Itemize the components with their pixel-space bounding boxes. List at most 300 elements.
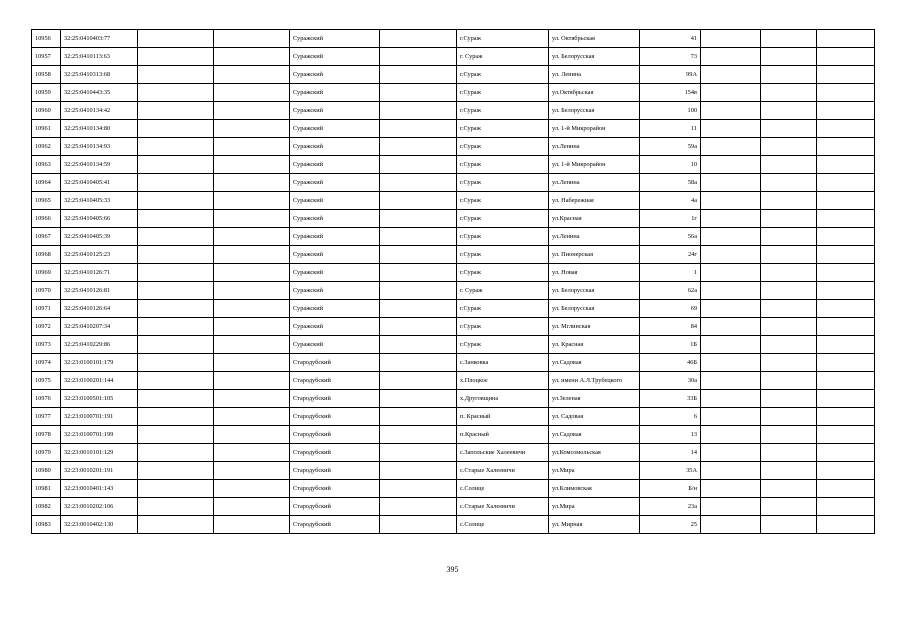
table-cell — [817, 462, 875, 480]
table-cell: 11 — [640, 120, 701, 138]
table-cell — [817, 444, 875, 462]
table-cell — [817, 48, 875, 66]
table-cell — [380, 498, 457, 516]
table-cell — [138, 480, 214, 498]
table-cell: 1г — [640, 210, 701, 228]
table-cell — [214, 354, 290, 372]
table-cell: Стародубский — [290, 426, 380, 444]
table-row — [32, 444, 875, 462]
table-cell: 10976 — [32, 390, 61, 408]
table-cell: 6 — [640, 408, 701, 426]
table-cell — [761, 318, 817, 336]
table-cell — [380, 120, 457, 138]
table-cell — [214, 408, 290, 426]
table-row — [32, 246, 875, 264]
table-cell: ул.Комсомольская — [549, 444, 640, 462]
table-cell — [138, 66, 214, 84]
table-cell — [214, 174, 290, 192]
table-cell — [701, 66, 761, 84]
table-cell — [817, 354, 875, 372]
table-cell — [138, 138, 214, 156]
table-cell: ул. Белорусская — [549, 102, 640, 120]
table-cell: 10970 — [32, 282, 61, 300]
table-cell — [701, 516, 761, 534]
table-cell — [214, 66, 290, 84]
table-row — [32, 102, 875, 120]
table-cell — [701, 318, 761, 336]
table-cell: г.Сураж — [457, 156, 549, 174]
table-cell: Б/н — [640, 480, 701, 498]
table-cell: 10971 — [32, 300, 61, 318]
table-cell: ул. имени А.Л.Трубецкого — [549, 372, 640, 390]
table-cell: 32:25:0410134:80 — [61, 120, 138, 138]
table-cell: 56а — [640, 228, 701, 246]
table-row — [32, 282, 875, 300]
table-cell — [817, 516, 875, 534]
table-cell — [380, 336, 457, 354]
table-cell — [214, 192, 290, 210]
table-cell — [817, 282, 875, 300]
table-cell — [214, 480, 290, 498]
table-row — [32, 210, 875, 228]
table-cell: 32:25:0410207:34 — [61, 318, 138, 336]
table-cell: г.Сураж — [457, 318, 549, 336]
table-cell: 32:23:0100201:144 — [61, 372, 138, 390]
table-cell: 32:23:0010402:130 — [61, 516, 138, 534]
table-cell — [214, 336, 290, 354]
table-cell: Стародубский — [290, 516, 380, 534]
table-cell — [138, 174, 214, 192]
table-cell — [761, 120, 817, 138]
table-cell — [761, 408, 817, 426]
table-cell: 13 — [640, 426, 701, 444]
table-cell: 10961 — [32, 120, 61, 138]
table-cell: ул. Новая — [549, 264, 640, 282]
table-cell: Суражский — [290, 264, 380, 282]
table-cell — [214, 498, 290, 516]
table-cell: ул.Красная — [549, 210, 640, 228]
table-cell — [214, 30, 290, 48]
table-cell: 46Б — [640, 354, 701, 372]
table-cell — [380, 102, 457, 120]
table-cell: Стародубский — [290, 372, 380, 390]
table-cell: Суражский — [290, 246, 380, 264]
registry-table-container — [31, 29, 874, 534]
table-cell: 10963 — [32, 156, 61, 174]
table-cell — [380, 444, 457, 462]
table-cell — [380, 426, 457, 444]
table-cell: 10965 — [32, 192, 61, 210]
table-cell: г.Сураж — [457, 120, 549, 138]
table-cell: 35А — [640, 462, 701, 480]
table-cell — [701, 336, 761, 354]
table-cell: ул.Ленина — [549, 228, 640, 246]
table-cell: Суражский — [290, 138, 380, 156]
table-cell: 10981 — [32, 480, 61, 498]
table-cell: ул.Ленина — [549, 138, 640, 156]
table-cell: 10 — [640, 156, 701, 174]
table-cell — [701, 174, 761, 192]
table-cell: Суражский — [290, 66, 380, 84]
table-cell — [817, 120, 875, 138]
table-cell — [817, 372, 875, 390]
table-cell: с.Солнце — [457, 516, 549, 534]
table-cell — [701, 462, 761, 480]
table-cell: с.Старые Халеевичи — [457, 462, 549, 480]
table-cell — [817, 138, 875, 156]
table-cell: Суражский — [290, 336, 380, 354]
table-cell — [138, 84, 214, 102]
table-cell: с.Запольские Халеевичи — [457, 444, 549, 462]
table-cell — [761, 66, 817, 84]
table-cell — [761, 300, 817, 318]
table-cell — [380, 174, 457, 192]
table-cell: г.Сураж — [457, 138, 549, 156]
table-cell: 32:23:0010401:143 — [61, 480, 138, 498]
table-cell: ул. Пионерская — [549, 246, 640, 264]
table-cell — [701, 192, 761, 210]
table-cell — [138, 48, 214, 66]
table-cell: ул. Белорусская — [549, 282, 640, 300]
table-cell — [701, 138, 761, 156]
table-cell: 10960 — [32, 102, 61, 120]
table-cell — [138, 228, 214, 246]
table-cell: 10964 — [32, 174, 61, 192]
table-cell: ул. Белорусская — [549, 48, 640, 66]
table-row — [32, 516, 875, 534]
table-cell — [701, 156, 761, 174]
table-cell: Суражский — [290, 174, 380, 192]
table-cell: г. Сураж — [457, 48, 549, 66]
table-row — [32, 426, 875, 444]
table-cell — [380, 192, 457, 210]
table-cell — [761, 102, 817, 120]
table-cell — [214, 516, 290, 534]
table-cell: 32:25:0410134:59 — [61, 156, 138, 174]
table-cell: Суражский — [290, 30, 380, 48]
table-cell — [761, 138, 817, 156]
table-cell — [138, 444, 214, 462]
table-cell: Стародубский — [290, 498, 380, 516]
table-cell — [761, 156, 817, 174]
table-cell: ул. Красная — [549, 336, 640, 354]
table-cell: ул.Мира — [549, 498, 640, 516]
table-cell: 23а — [640, 498, 701, 516]
table-cell — [817, 84, 875, 102]
table-row — [32, 48, 875, 66]
table-cell: 99А — [640, 66, 701, 84]
table-cell — [138, 336, 214, 354]
table-cell: 10977 — [32, 408, 61, 426]
table-row — [32, 174, 875, 192]
table-cell — [701, 372, 761, 390]
table-cell: 1 — [640, 264, 701, 282]
table-cell: 73 — [640, 48, 701, 66]
table-cell — [817, 390, 875, 408]
table-cell — [138, 264, 214, 282]
table-cell — [817, 174, 875, 192]
table-cell: Суражский — [290, 228, 380, 246]
table-cell: 32:25:0410134:93 — [61, 138, 138, 156]
table-cell: 10956 — [32, 30, 61, 48]
table-cell: 84 — [640, 318, 701, 336]
table-cell: ул.Климовская — [549, 480, 640, 498]
table-cell: ул.Мира — [549, 462, 640, 480]
table-cell — [214, 120, 290, 138]
table-cell — [214, 210, 290, 228]
table-cell — [817, 192, 875, 210]
table-cell: г.Сураж — [457, 300, 549, 318]
table-row — [32, 66, 875, 84]
table-cell: 10974 — [32, 354, 61, 372]
table-cell: г.Сураж — [457, 246, 549, 264]
table-cell: 14 — [640, 444, 701, 462]
table-cell: 24г — [640, 246, 701, 264]
table-row — [32, 354, 875, 372]
table-cell — [817, 498, 875, 516]
table-cell — [214, 102, 290, 120]
table-cell — [380, 372, 457, 390]
table-cell — [380, 246, 457, 264]
table-cell — [214, 300, 290, 318]
table-row — [32, 318, 875, 336]
table-cell: 59а — [640, 138, 701, 156]
table-cell: Суражский — [290, 300, 380, 318]
table-cell — [214, 264, 290, 282]
table-cell — [817, 318, 875, 336]
table-cell: 10969 — [32, 264, 61, 282]
table-cell — [761, 336, 817, 354]
table-cell — [701, 444, 761, 462]
table-cell: г.Сураж — [457, 192, 549, 210]
table-cell — [138, 246, 214, 264]
table-cell — [138, 516, 214, 534]
table-cell — [761, 480, 817, 498]
registry-table — [31, 29, 875, 534]
table-cell: 10979 — [32, 444, 61, 462]
table-cell: с.Старые Халеевичи — [457, 498, 549, 516]
table-cell — [380, 156, 457, 174]
table-cell: 10978 — [32, 426, 61, 444]
table-cell — [380, 462, 457, 480]
table-cell — [380, 408, 457, 426]
table-cell: с.Занковка — [457, 354, 549, 372]
table-row — [32, 192, 875, 210]
table-cell — [761, 264, 817, 282]
table-cell: 32:23:0100101:179 — [61, 354, 138, 372]
table-cell — [214, 390, 290, 408]
table-cell — [817, 210, 875, 228]
table-row — [32, 336, 875, 354]
table-cell: 32:25:0410113:63 — [61, 48, 138, 66]
table-cell: Суражский — [290, 48, 380, 66]
table-cell — [817, 264, 875, 282]
table-cell: 4а — [640, 192, 701, 210]
table-cell — [701, 408, 761, 426]
table-row — [32, 408, 875, 426]
table-cell — [761, 462, 817, 480]
table-cell: 32:25:0410134:42 — [61, 102, 138, 120]
table-cell — [701, 102, 761, 120]
table-cell — [138, 102, 214, 120]
table-cell: Стародубский — [290, 390, 380, 408]
table-row — [32, 228, 875, 246]
table-cell: ул. Белорусская — [549, 300, 640, 318]
table-cell: г.Сураж — [457, 30, 549, 48]
table-cell: 32:23:0010101:129 — [61, 444, 138, 462]
table-cell — [701, 120, 761, 138]
table-cell: ул.Садовая — [549, 426, 640, 444]
table-cell — [214, 282, 290, 300]
table-cell — [380, 48, 457, 66]
table-cell — [138, 192, 214, 210]
table-cell — [214, 84, 290, 102]
table-cell: Суражский — [290, 282, 380, 300]
table-cell: 32:25:0410313:68 — [61, 66, 138, 84]
table-cell — [701, 48, 761, 66]
table-cell — [214, 138, 290, 156]
table-cell — [761, 390, 817, 408]
table-cell: г.Сураж — [457, 174, 549, 192]
table-cell — [701, 210, 761, 228]
table-cell: 32:25:0410405:66 — [61, 210, 138, 228]
table-cell — [138, 30, 214, 48]
table-cell — [380, 480, 457, 498]
table-cell: ул.Садовая — [549, 354, 640, 372]
table-cell: 10968 — [32, 246, 61, 264]
table-cell — [817, 336, 875, 354]
table-cell: 10959 — [32, 84, 61, 102]
table-cell — [817, 408, 875, 426]
table-cell: 154в — [640, 84, 701, 102]
table-cell: Суражский — [290, 120, 380, 138]
table-cell — [380, 84, 457, 102]
table-body — [32, 30, 875, 534]
table-cell: 69 — [640, 300, 701, 318]
table-row — [32, 138, 875, 156]
table-cell: 32:25:0410125:23 — [61, 246, 138, 264]
table-cell — [138, 282, 214, 300]
table-cell: г.Сураж — [457, 264, 549, 282]
table-cell: х.Плоцкое — [457, 372, 549, 390]
table-cell: ул. Садовая — [549, 408, 640, 426]
table-cell — [817, 102, 875, 120]
table-cell: г.Сураж — [457, 210, 549, 228]
table-cell: Суражский — [290, 210, 380, 228]
table-cell: г.Сураж — [457, 228, 549, 246]
table-cell — [761, 444, 817, 462]
table-cell: ул. Октябрьская — [549, 30, 640, 48]
table-row — [32, 390, 875, 408]
table-cell: 10958 — [32, 66, 61, 84]
table-cell: 10982 — [32, 498, 61, 516]
table-cell — [817, 30, 875, 48]
table-row — [32, 480, 875, 498]
table-cell: 100 — [640, 102, 701, 120]
table-cell — [761, 174, 817, 192]
table-cell — [214, 246, 290, 264]
table-cell — [138, 318, 214, 336]
table-cell — [761, 192, 817, 210]
table-cell: х.Друговщина — [457, 390, 549, 408]
table-cell: 30а — [640, 372, 701, 390]
table-cell: 10967 — [32, 228, 61, 246]
table-cell: Суражский — [290, 84, 380, 102]
table-cell: Стародубский — [290, 462, 380, 480]
table-cell — [138, 408, 214, 426]
table-cell — [214, 156, 290, 174]
table-cell: г.Сураж — [457, 336, 549, 354]
table-cell — [701, 84, 761, 102]
table-cell: 32:23:0100501:105 — [61, 390, 138, 408]
table-cell — [817, 246, 875, 264]
table-cell: 10972 — [32, 318, 61, 336]
table-cell: ул.Зеленая — [549, 390, 640, 408]
table-cell: 41 — [640, 30, 701, 48]
table-cell — [138, 156, 214, 174]
table-cell — [761, 228, 817, 246]
table-row — [32, 30, 875, 48]
table-cell: ул. Мирная — [549, 516, 640, 534]
table-cell: 32:25:0410403:77 — [61, 30, 138, 48]
table-cell — [138, 498, 214, 516]
table-cell: ул. 1-й Микрорайон — [549, 156, 640, 174]
table-cell — [380, 354, 457, 372]
table-cell — [761, 210, 817, 228]
table-cell: Суражский — [290, 156, 380, 174]
table-cell — [701, 390, 761, 408]
table-cell — [701, 228, 761, 246]
table-cell: 33Б — [640, 390, 701, 408]
table-cell: 10983 — [32, 516, 61, 534]
table-cell: ул. 1-й Микрорайон — [549, 120, 640, 138]
table-cell: 32:23:0100701:199 — [61, 426, 138, 444]
table-cell: 62а — [640, 282, 701, 300]
table-cell — [761, 84, 817, 102]
table-cell: 32:25:0410405:33 — [61, 192, 138, 210]
table-cell: 32:23:0010201:191 — [61, 462, 138, 480]
table-cell — [817, 66, 875, 84]
table-cell — [380, 210, 457, 228]
table-row — [32, 84, 875, 102]
table-cell — [761, 426, 817, 444]
table-row — [32, 120, 875, 138]
table-row — [32, 498, 875, 516]
table-cell: 10966 — [32, 210, 61, 228]
table-cell: с.Солнце — [457, 480, 549, 498]
table-cell: 32:25:0410126:64 — [61, 300, 138, 318]
table-cell: 10962 — [32, 138, 61, 156]
table-cell: 32:25:0410405:41 — [61, 174, 138, 192]
table-cell — [380, 300, 457, 318]
table-cell: г.Сураж — [457, 66, 549, 84]
table-cell — [138, 462, 214, 480]
table-cell — [701, 246, 761, 264]
table-cell: 32:25:0410443:35 — [61, 84, 138, 102]
table-cell: 32:25:0410126:81 — [61, 282, 138, 300]
table-cell: п.Красный — [457, 426, 549, 444]
table-cell: ул. Мглинская — [549, 318, 640, 336]
table-cell: п. Красный — [457, 408, 549, 426]
table-cell — [761, 30, 817, 48]
table-cell — [380, 138, 457, 156]
table-cell — [138, 426, 214, 444]
table-cell — [701, 426, 761, 444]
table-cell: 32:25:0410126:71 — [61, 264, 138, 282]
table-cell: Стародубский — [290, 354, 380, 372]
table-cell — [380, 282, 457, 300]
table-cell — [817, 300, 875, 318]
